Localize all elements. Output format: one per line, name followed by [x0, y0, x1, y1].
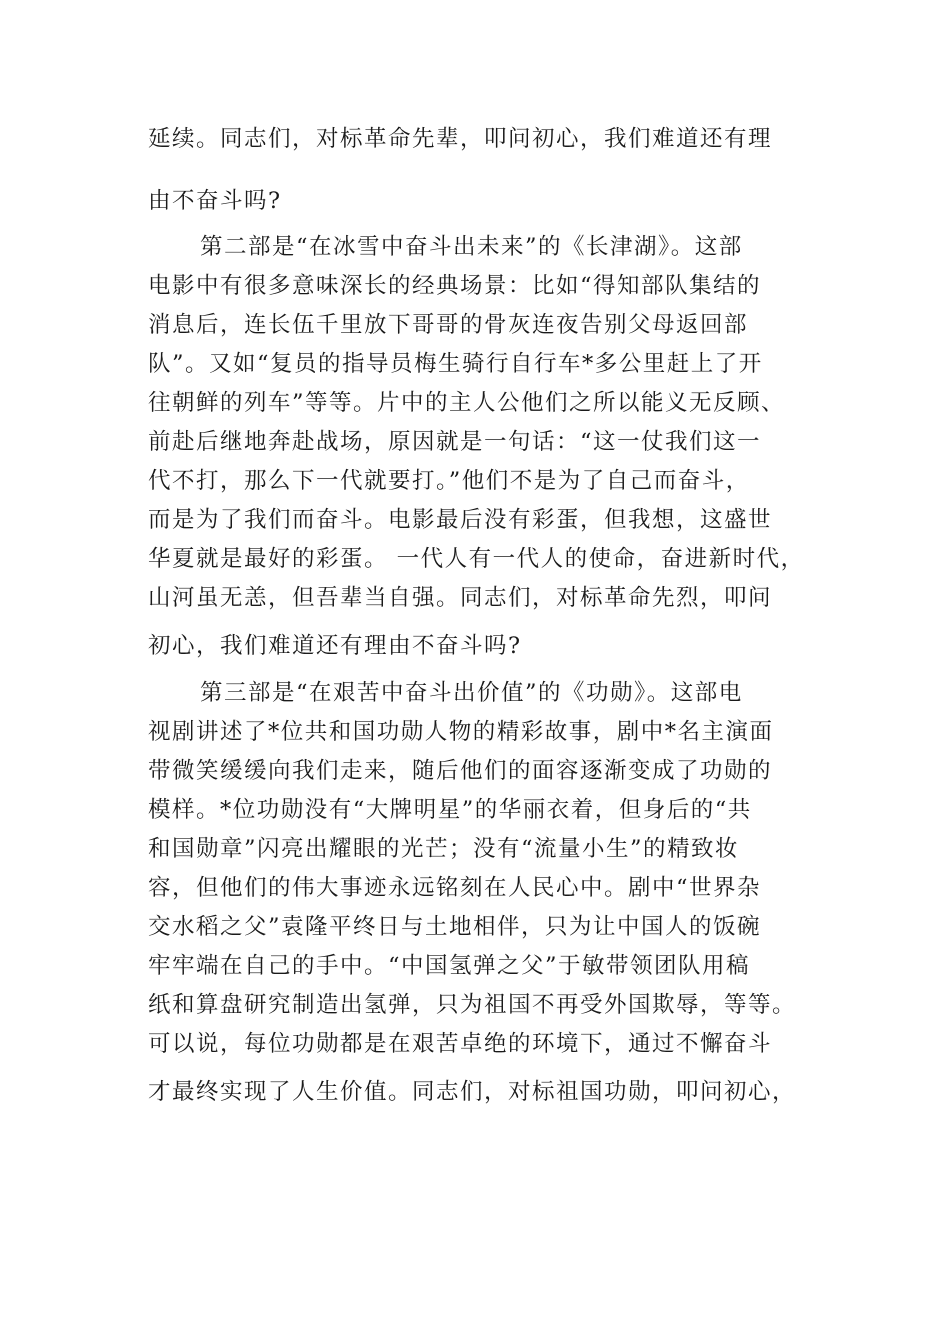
text-line: 华夏就是最好的彩蛋。 一代人有一代人的使命，奋进新时代，	[148, 546, 805, 572]
text-line: 前赴后继地奔赴战场，原因就是一句话：“这一仗我们这一	[148, 429, 762, 455]
text-line: 容，但他们的伟大事迹永远铭刻在人民心中。剧中“世界杂	[148, 875, 762, 901]
text-line: 模样。*位功勋没有“大牌明星”的华丽衣着，但身后的“共	[148, 797, 752, 823]
text-line: 纸和算盘研究制造出氢弹，只为祖国不再受外国欺辱，等等。	[148, 992, 797, 1018]
text-line: 电影中有很多意味深长的经典场景：比如“得知部队集结的	[148, 273, 762, 299]
text-line: 牢牢端在自己的手中。“中国氢弹之父”于敏带领团队用稿	[148, 953, 751, 979]
text-line: 初心，我们难道还有理由不奋斗吗?	[148, 633, 522, 659]
text-line: 带微笑缓缓向我们走来，随后他们的面容逐渐变成了功勋的	[148, 758, 773, 784]
text-line: 消息后，连长伍千里放下哥哥的骨灰连夜告别父母返回部	[148, 312, 749, 338]
text-line: 才最终实现了人生价值。同志们，对标祖国功勋，叩问初心，	[148, 1079, 797, 1105]
text-line: 延续。同志们，对标革命先辈，叩问初心，我们难道还有理	[148, 126, 773, 152]
text-line: 山河虽无恙，但吾辈当自强。同志们，对标革命先烈，叩问	[148, 585, 773, 611]
text-line: 可以说，每位功勋都是在艰苦卓绝的环境下，通过不懈奋斗	[148, 1031, 773, 1057]
text-line: 由不奋斗吗?	[148, 188, 282, 214]
text-line: 代不打，那么下一代就要打。”他们不是为了自己而奋斗，	[148, 468, 750, 494]
text-line: 往朝鲜的列车”等等。片中的主人公他们之所以能义无反顾、	[148, 390, 786, 416]
text-line: 视剧讲述了*位共和国功勋人物的精彩故事，剧中*名主演面	[148, 719, 774, 745]
text-line: 交水稻之父”袁隆平终日与土地相伴，只为让中国人的饭碗	[148, 914, 762, 940]
text-line: 第三部是“在艰苦中奋斗出价值”的《功勋》。这部电	[200, 680, 743, 706]
text-line: 队”。又如“复员的指导员梅生骑行自行车*多公里赶上了开	[148, 351, 763, 377]
text-line: 第二部是“在冰雪中奋斗出未来”的《长津湖》。这部	[200, 234, 743, 260]
text-line: 和国勋章”闪亮出耀眼的光芒；没有“流量小生”的精致妆	[148, 836, 740, 862]
text-line: 而是为了我们而奋斗。电影最后没有彩蛋，但我想，这盛世	[148, 507, 773, 533]
